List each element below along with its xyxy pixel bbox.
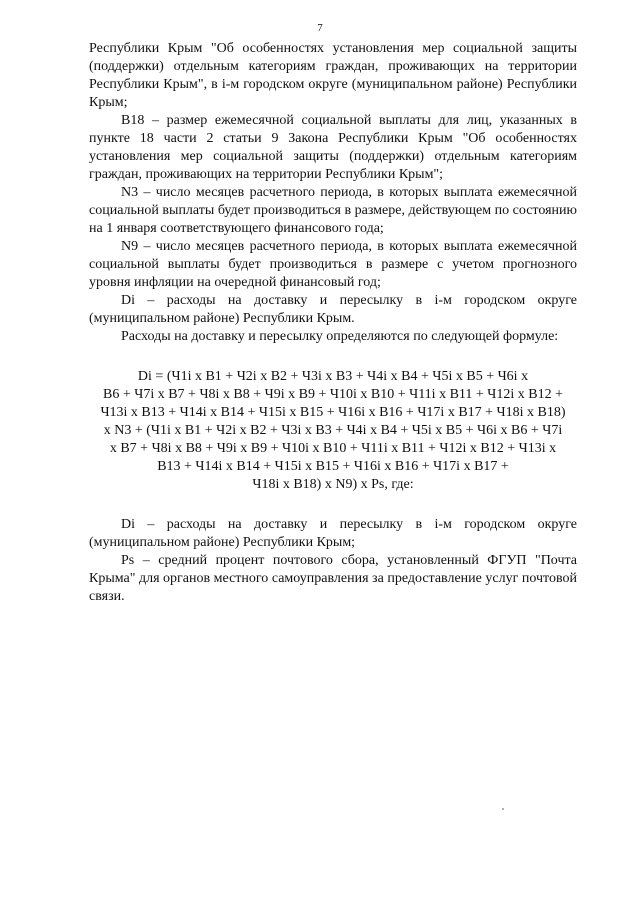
paragraph-ps-explanation: Ps – средний процент почтового сбора, установленный ФГУП "Почта Крыма" для органов местного самоуправления за предоставление услуг почтовой связи. bbox=[89, 553, 577, 604]
paragraph-formula-intro: Расходы на доставку и пересылку определяются по следующей формуле: bbox=[121, 329, 559, 344]
paragraph-continuation: Республики Крым "Об особенностях установления мер социальной защиты (поддержки) отдельным категориям граждан, проживающих на территории Республики Крым", в i-м городском округе (муниципальном районе) Республики Крым; bbox=[89, 41, 577, 110]
paragraph-b18-definition: B18 – размер ежемесячной социальной выплаты для лиц, указанных в пункте 18 части 2 статьи 9 Закона Республики Крым "Об особенностях установления мер социальной защиты (поддержки) отдельным категориям граждан, проживающих на территории Республики Крым"; bbox=[89, 113, 577, 182]
formula-line: Ч13i x B13 + Ч14i x B14 + Ч15i x B15 + Ч16i x B16 + Ч17i x B17 + Ч18i x B18) bbox=[100, 405, 566, 420]
formula-line: Ч18i x B18) x N9) x Ps, где: bbox=[252, 477, 414, 492]
formula-line: B13 + Ч14i x B14 + Ч15i x B15 + Ч16i x B16 + Ч17i x B17 + bbox=[157, 459, 509, 474]
formula-line: B6 + Ч7i x B7 + Ч8i x B8 + Ч9i x B9 + Ч10i x B10 + Ч11i x B11 + Ч12i x B12 + bbox=[102, 387, 564, 402]
page-number: 7 bbox=[317, 22, 323, 34]
paragraph-n3-definition: N3 – число месяцев расчетного периода, в которых выплата ежемесячной социальной выплаты будет производиться в размере, действующем по состоянию на 1 января соответствующего финансового года; bbox=[89, 185, 577, 236]
formula-line: x N3 + (Ч1i x B1 + Ч2i x B2 + Ч3i x B3 + Ч4i x B4 + Ч5i x B5 + Ч6i x B6 + Ч7i bbox=[103, 423, 563, 438]
paragraph-di-definition: Di – расходы на доставку и пересылку в i-м городском округе (муниципальном районе) Республики Крым. bbox=[89, 293, 577, 326]
formula-line: x B7 + Ч8i x B8 + Ч9i x B9 + Ч10i x B10 + Ч11i x B11 + Ч12i x B12 + Ч13i x bbox=[109, 441, 557, 456]
formula-line: Di = (Ч1i x B1 + Ч2i x B2 + Ч3i x B3 + Ч4i x B4 + Ч5i x B5 + Ч6i x bbox=[137, 369, 529, 384]
paragraph-di-explanation: Di – расходы на доставку и пересылку в i-м городском округе (муниципальном районе) Республики Крым; bbox=[89, 517, 577, 550]
formula-block bbox=[89, 368, 577, 494]
document-body bbox=[89, 40, 577, 606]
paragraph-n9-definition: N9 – число месяцев расчетного периода, в которых выплата ежемесячной социальной выплаты будет производиться в размере с учетом прогнозного уровня инфляции на очередной финансовый год; bbox=[89, 239, 577, 290]
scan-speck bbox=[502, 808, 504, 810]
